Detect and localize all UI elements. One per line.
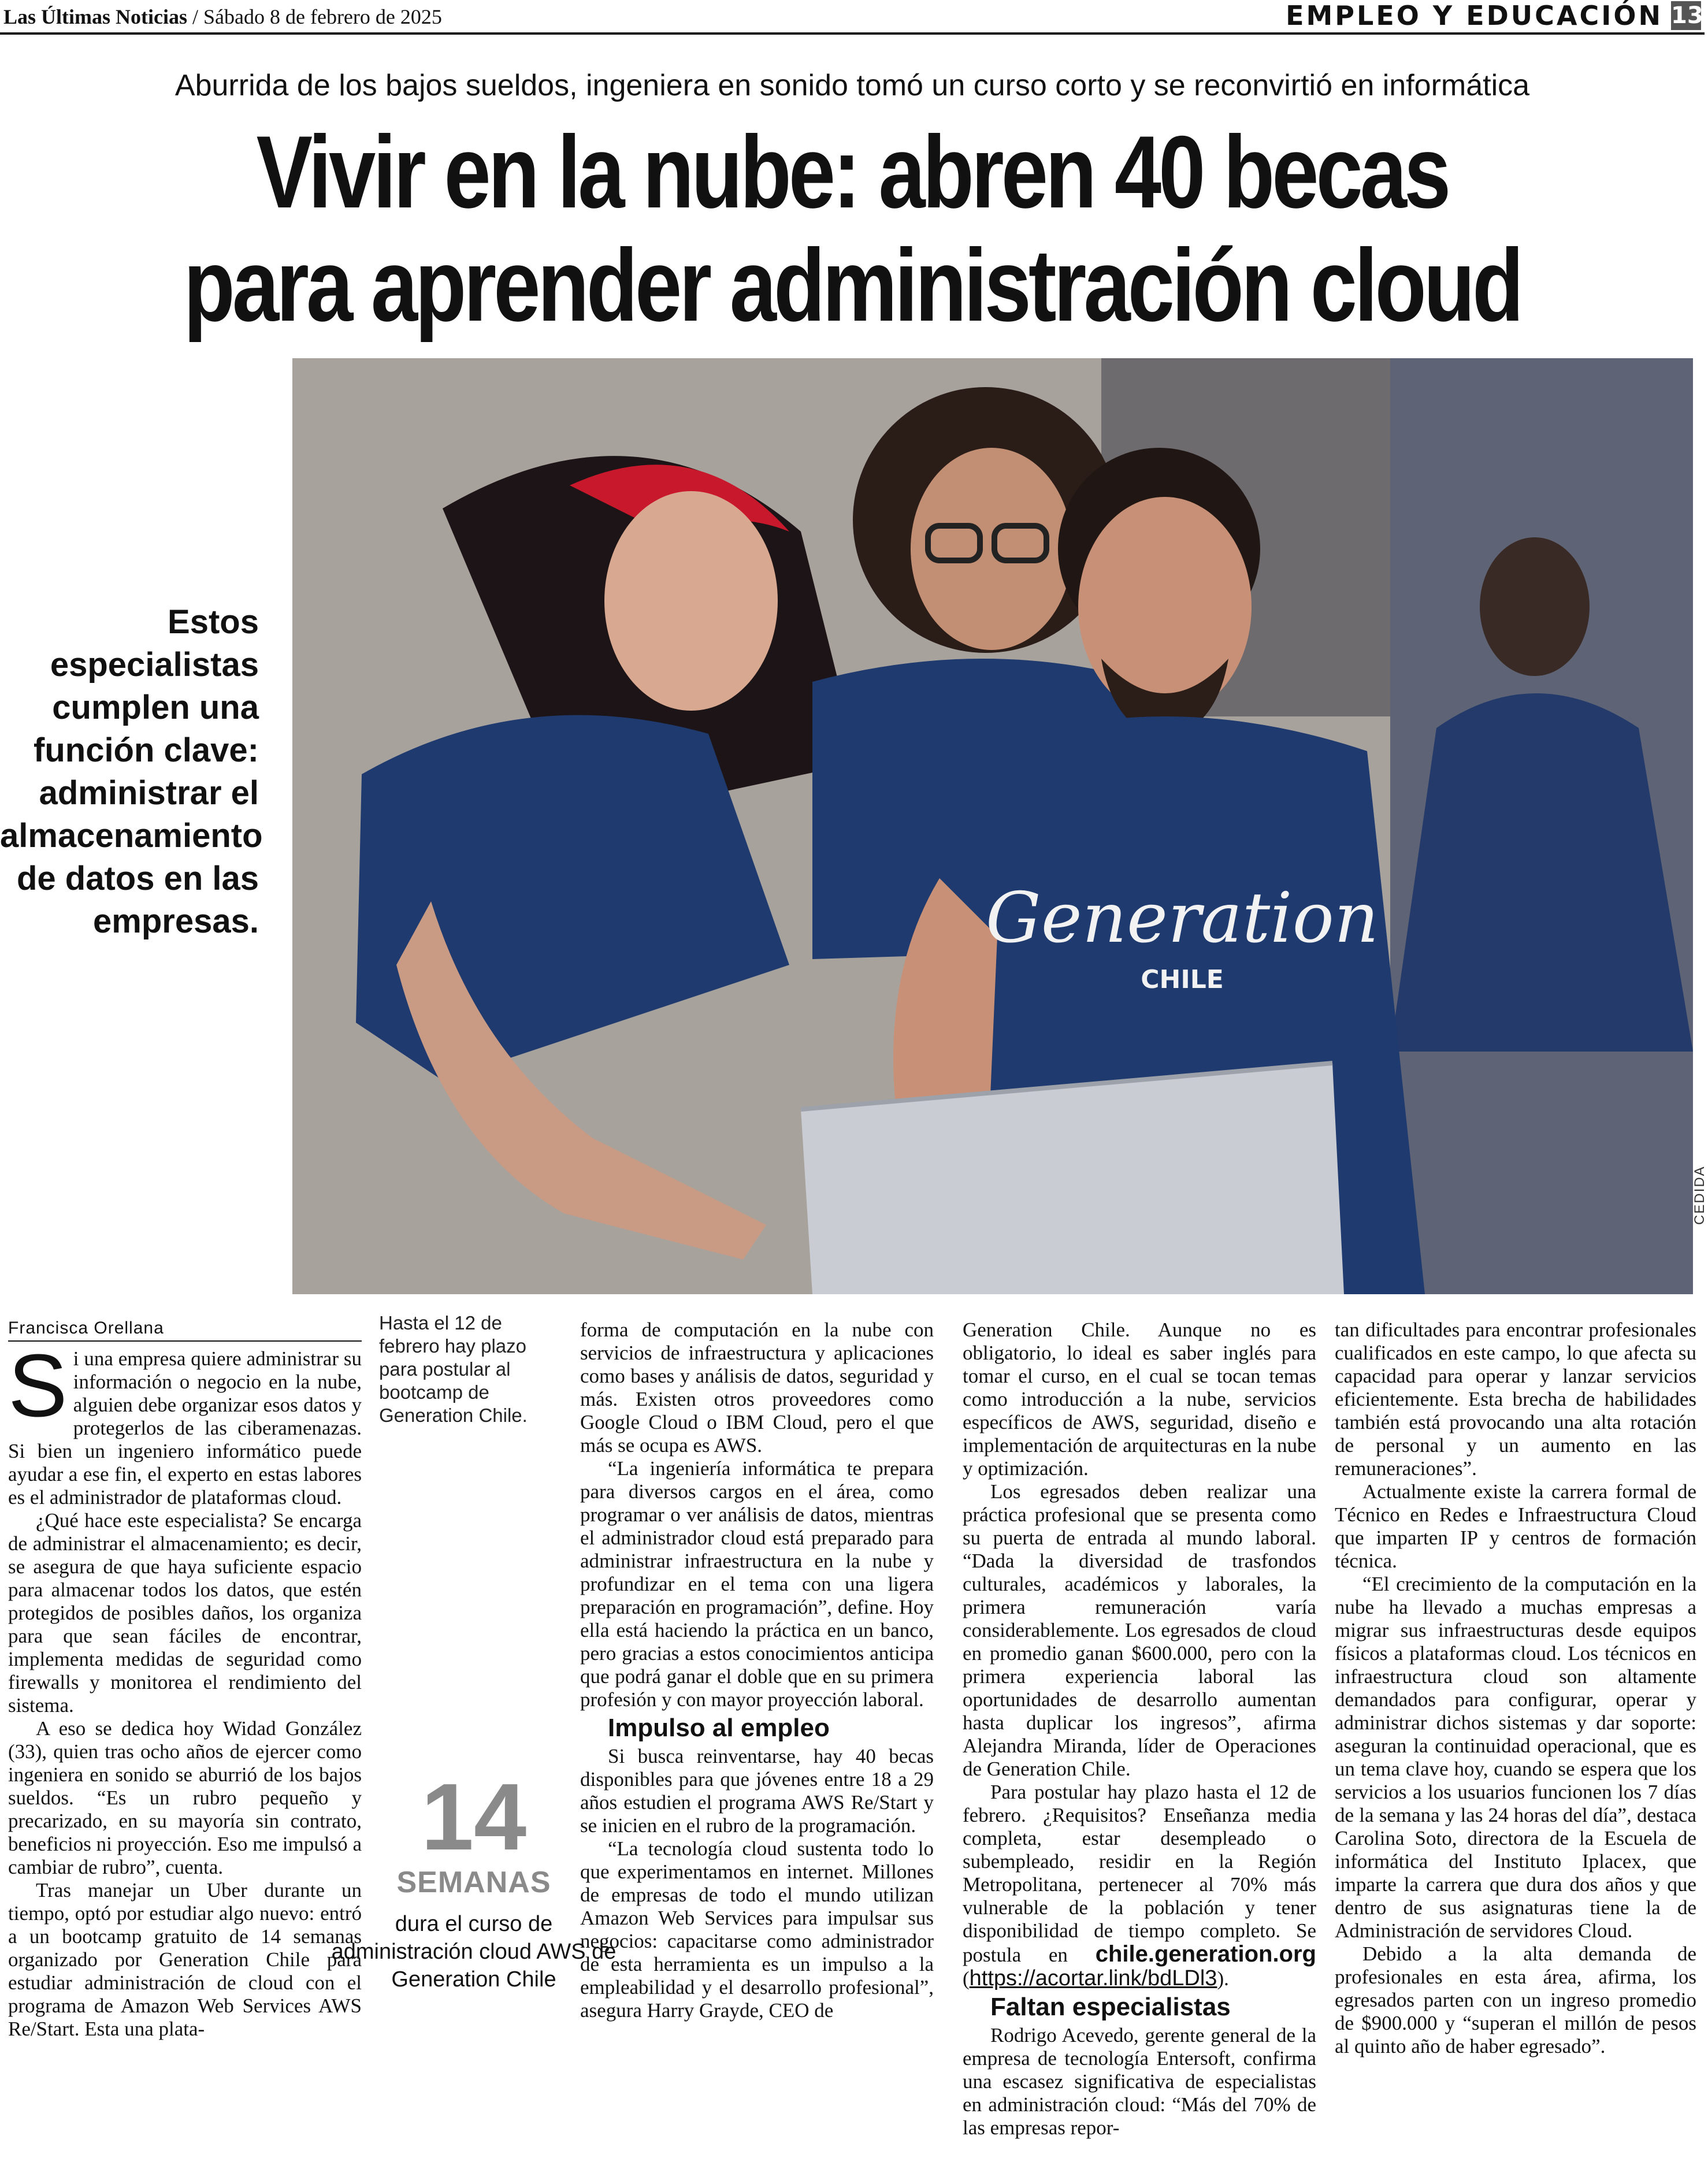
drop-cap: S <box>8 1336 68 1435</box>
masthead-separator: / <box>187 5 204 28</box>
article-paragraph: tan dificultades para encontrar profesionales cualificados en este campo, lo que afecta su capacidad para operar y lanzar servicios eficientemente. Esta brecha de habilidades también está provocando una alta rotación de personal y un aumento en las remuneraciones”. <box>1335 1318 1696 1480</box>
issue-date: Sábado 8 de febrero de 2025 <box>203 5 442 28</box>
article-paragraph: forma de computación en la nube con servicios de infraestructura y aplicaciones como bases y análisis de datos, seguridad y más. Existen otros proveedores como Google Cloud o IBM Cloud, pero el que más se ocupa es AWS. <box>580 1318 934 1457</box>
article-paragraph: Tras manejar un Uber durante un tiempo, optó por estudiar algo nuevo: entró a un bootcamp gratuito de 14 semanas organizado por Generation Chile para estudiar administración de cloud con el programa de Amazon Web Services AWS Re/Start. Esta una plata- <box>8 1879 362 2040</box>
paren-close: ). <box>1217 1967 1229 1990</box>
website-link[interactable]: chile.generation.org <box>1095 1941 1316 1967</box>
subheading-faltan: Faltan especialistas <box>990 1993 1231 2021</box>
article-paragraph: Generation Chile. Aunque no es obligatorio, lo ideal es saber inglés para tomar el curso, en el cual se tocan temas como introducción a la nube, servicios específicos de AWS, seguridad, diseño e implementación de arquitecturas en la nube y optimización. <box>963 1318 1316 1480</box>
photo-credit: CEDIDA <box>1692 1165 1707 1225</box>
article-column-5 <box>1335 1318 1696 2058</box>
pull-quote-unit: SEMANAS <box>396 1866 551 1899</box>
article-paragraph: Actualmente existe la carrera formal de Técnico en Redes e Infraestructura Cloud que imparten IP y centros de formación técnica. <box>1335 1480 1696 1572</box>
shirt-print-text: Generation <box>985 878 1379 959</box>
article-photo <box>292 358 1693 1294</box>
kicker: Aburrida de los bajos sueldos, ingeniera en sonido tomó un curso corto y se reconvirtió en informática <box>174 69 1530 102</box>
article-paragraph: “El crecimiento de la computación en la nube ha llevado a muchas empresas a migrar sus infraestructuras desde equipos físicos a plataformas cloud. Los técnicos en infraestructura cloud son altamente demandados para configurar, operar y administrar dichos sistemas y dar soporte: aseguran la continuidad operacional, que es un tema clave hoy, cuando se espera que los servicios a los usuarios funcionen los 7 días de la semana y las 24 horas del día”, destaca Carolina Soto, directora de la Escuela de informática del Instituto Iplacex, que imparte la carrera que dura dos años y que dentro de sus asignaturas tiene la de Administración de servidores Cloud. <box>1335 1573 1696 1942</box>
photo-caption: Estos especialistas cumplen una función clave: administrar el almacenamiento de datos en las empresas. <box>0 603 263 940</box>
pull-quote-number: 14 <box>421 1764 527 1870</box>
article-paragraph-text: Para postular hay plazo hasta el 12 de febrero. ¿Requisitos? Enseñanza media completa, estar desempleado o subempleado, residir en la Región Metropolitana, pertenecer al 70% más vulnerable de la población y tener disponibilidad de tiempo completo. Se postula en <box>963 1781 1316 1966</box>
publication-name: Las Últimas Noticias <box>3 5 187 28</box>
article-paragraph <box>963 1781 1316 1990</box>
byline: Francisca Orellana <box>8 1318 362 1342</box>
article-paragraph: Rodrigo Acevedo, gerente general de la empresa de tecnología Entersoft, confirma una escasez significativa de especialistas en administración cloud: “Más del 70% de las empresas repor- <box>963 2024 1316 2139</box>
pull-quote-text: dura el curso de administración cloud AWS de Generation Chile <box>331 1912 617 1992</box>
sidenote: Hasta el 12 de febrero hay plazo para postular al bootcamp de Generation Chile. <box>379 1312 528 1426</box>
article-paragraph: Si busca reinventarse, hay 40 becas disponibles para que jóvenes entre 18 a 29 años estudien el programa AWS Re/Start y se inicien en el rubro de la programación. <box>580 1745 934 1837</box>
article-column-4 <box>963 1318 1316 2140</box>
masthead <box>0 0 1705 35</box>
short-url-link[interactable]: https://acortar.link/bdLDl3 <box>969 1966 1217 1990</box>
article-paragraph: ¿Qué hace este especialista? Se encarga de administrar el almacenamiento; es decir, se asegura de que haya suficiente espacio para almacenar todos los datos, que estén protegidos de posibles daños, los organiza para que sean fáciles de encontrar, implementa medidas de seguridad como firewalls y monitorea el rendimiento del sistema. <box>8 1509 362 1717</box>
article-paragraph: A eso se dedica hoy Widad González (33), quien tras ocho años de ejercer como ingeniera en sonido se aburrió de los bajos sueldos. “Es un rubro pequeño y precarizado, en su mayoría sin contrato, beneficios ni proyección. Eso me impulsó a cambiar de rubro”, cuenta. <box>8 1717 362 1878</box>
article-paragraph-text: i una empresa quiere administrar su información o negocio en la nube, alguien debe organizar esos datos y protegerlos de las ciberamenazas. Si bien un ingeniero informático puede ayudar a ese fin, el experto en estas labores es el administrador de plataformas cloud. <box>8 1347 362 1509</box>
subheading-impulso: Impulso al empleo <box>608 1714 830 1742</box>
shirt-print-subtext: CHILE <box>1141 965 1224 994</box>
publication-date-line <box>3 5 442 29</box>
paren-open: ( <box>963 1967 970 1990</box>
photo-illustration <box>292 358 1693 1294</box>
article-paragraph: Los egresados deben realizar una práctica profesional que se presenta como su puerta de entrada al mundo laboral. “Dada la diversidad de trasfondos culturales, académicos y laborales, la primera remuneración varía considerablemente. Los egresados de cloud en promedio ganan $600.000, pero con la primera experiencia laboral las oportunidades de desarrollo aumentan hasta duplicar los ingresos”, afirma Alejandra Miranda, líder de Operaciones de Generation Chile. <box>963 1480 1316 1780</box>
article-paragraph <box>8 1336 362 1509</box>
section-title: EMPLEO Y EDUCACIÓN <box>1286 0 1663 31</box>
page-number: 13 <box>1671 2 1703 29</box>
article-column-3 <box>580 1318 934 2022</box>
article-paragraph: “La tecnología cloud sustenta todo lo que experimentamos en internet. Millones de empresas de todo el mundo utilizan Amazon Web Services para impulsar sus negocios: capacitarse como administrador de esta herramienta es un impulso a la empleabilidad y el desarrollo profesional”, asegura Harry Grayde, CEO de <box>580 1837 934 2022</box>
article-column-1 <box>8 1336 362 2041</box>
article-paragraph: Debido a la alta demanda de profesionales en esta área, afirma, los egresados parten con un ingreso promedio de $900.000 y “superan el millón de pesos al quinto año de haber egresado”. <box>1335 1942 1696 2057</box>
headline: Vivir en la nube: abren 40 becas para aprender administración cloud <box>183 114 1521 343</box>
article-paragraph: “La ingeniería informática te prepara para diversos cargos en el área, como programar o ver análisis de datos, mientras el administrador cloud está preparado para administrar infraestructura en la nube y profundizar en el tema con una ligera preparación en programación”, define. Hoy ella está haciendo la práctica en un banco, pero gracias a estos conocimientos anticipa que podrá ganar el doble que en su primera profesión y con mayor proyección laboral. <box>580 1457 934 1711</box>
